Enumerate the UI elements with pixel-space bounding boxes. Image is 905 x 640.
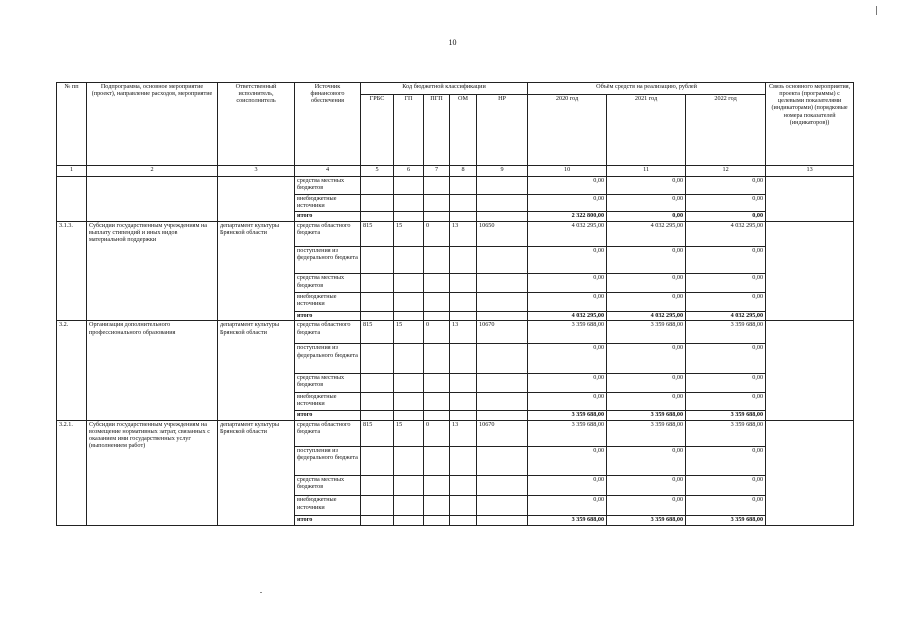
amount-2022: 0,00 bbox=[686, 447, 766, 475]
amount-2022: 0,00 bbox=[686, 496, 766, 516]
table-row bbox=[57, 321, 854, 344]
amount-2022: 3 359 688,00 bbox=[686, 321, 766, 344]
header-source: Источник финансового обеспечения bbox=[295, 83, 361, 166]
code-grbs: 815 bbox=[361, 221, 394, 246]
amount-2020: 0,00 bbox=[528, 496, 607, 516]
margin-mark bbox=[876, 6, 877, 15]
col-number: 3 bbox=[218, 166, 295, 177]
source-label: внебюджетные источники bbox=[295, 194, 361, 212]
source-label: внебюджетные источники bbox=[295, 496, 361, 516]
amount-2021: 0,00 bbox=[607, 293, 686, 312]
amount-2020: 0,00 bbox=[528, 274, 607, 293]
col-number: 11 bbox=[607, 166, 686, 177]
amount-2020: 0,00 bbox=[528, 177, 607, 195]
header-2022: 2022 год bbox=[686, 95, 766, 166]
item-number: 3.2.1. bbox=[57, 420, 87, 525]
amount-2021: 0,00 bbox=[607, 177, 686, 195]
header-executor: Ответственный исполнитель, соисполнитель bbox=[218, 83, 295, 166]
amount-2021: 3 359 688,00 bbox=[607, 420, 686, 446]
code-gp: 15 bbox=[394, 420, 424, 446]
amount-2021: 0,00 bbox=[607, 373, 686, 392]
amount-2021: 0,00 bbox=[607, 274, 686, 293]
code-np: 10670 bbox=[477, 420, 528, 446]
table-row bbox=[57, 221, 854, 246]
total-2022: 4 032 295,00 bbox=[686, 311, 766, 321]
source-label: средства местных бюджетов bbox=[295, 274, 361, 293]
source-label: средства местных бюджетов bbox=[295, 177, 361, 195]
col-number: 13 bbox=[766, 166, 854, 177]
amount-2021: 0,00 bbox=[607, 344, 686, 374]
code-grbs: 815 bbox=[361, 420, 394, 446]
amount-2022: 3 359 688,00 bbox=[686, 420, 766, 446]
header-row bbox=[57, 83, 854, 95]
amount-2022: 0,00 bbox=[686, 293, 766, 312]
amount-2021: 0,00 bbox=[607, 392, 686, 411]
amount-2022: 0,00 bbox=[686, 344, 766, 374]
header-np: НР bbox=[477, 95, 528, 166]
source-label: внебюджетные источники bbox=[295, 293, 361, 312]
source-label: средства областного бюджета bbox=[295, 420, 361, 446]
item-number: 3.1.3. bbox=[57, 221, 87, 321]
item-name: Организация дополнительного профессионального образования bbox=[87, 321, 218, 421]
header-num: № пп bbox=[57, 83, 87, 166]
total-2020: 3 359 688,00 bbox=[528, 411, 607, 421]
source-label: поступления из федерального бюджета bbox=[295, 247, 361, 274]
code-gp: 15 bbox=[394, 221, 424, 246]
amount-2021: 0,00 bbox=[607, 496, 686, 516]
source-label: средства областного бюджета bbox=[295, 321, 361, 344]
total-2022: 3 359 688,00 bbox=[686, 411, 766, 421]
total-2021: 0,00 bbox=[607, 212, 686, 222]
item-name: Субсидии государственным учреждениям на возмещение нормативных затрат, связанных с оказанием ими государственных услуг (выполнением работ) bbox=[87, 420, 218, 525]
total-2020: 2 322 800,00 bbox=[528, 212, 607, 222]
amount-2020: 0,00 bbox=[528, 293, 607, 312]
amount-2021: 0,00 bbox=[607, 447, 686, 475]
code-grbs: 815 bbox=[361, 321, 394, 344]
col-number: 9 bbox=[477, 166, 528, 177]
code-np: 10670 bbox=[477, 321, 528, 344]
col-number: 6 bbox=[394, 166, 424, 177]
header-volume: Объём средств на реализацию, рублей bbox=[528, 83, 766, 95]
column-number-row bbox=[57, 166, 854, 177]
table-row bbox=[57, 177, 854, 195]
source-label: средства местных бюджетов bbox=[295, 373, 361, 392]
total-2021: 3 359 688,00 bbox=[607, 411, 686, 421]
col-number: 1 bbox=[57, 166, 87, 177]
amount-2020: 0,00 bbox=[528, 475, 607, 496]
col-number: 10 bbox=[528, 166, 607, 177]
amount-2020: 0,00 bbox=[528, 344, 607, 374]
source-label: средства местных бюджетов bbox=[295, 475, 361, 496]
code-om: 13 bbox=[450, 420, 477, 446]
item-executor: департамент культуры Брянской области bbox=[218, 221, 295, 321]
total-label: итого bbox=[295, 516, 361, 526]
amount-2020: 0,00 bbox=[528, 447, 607, 475]
code-om: 13 bbox=[450, 221, 477, 246]
col-number: 4 bbox=[295, 166, 361, 177]
item-link bbox=[766, 221, 854, 321]
amount-2020: 3 359 688,00 bbox=[528, 420, 607, 446]
header-grbs: ГРБС bbox=[361, 95, 394, 166]
col-number: 7 bbox=[424, 166, 450, 177]
header-om: ОМ bbox=[450, 95, 477, 166]
total-2020: 3 359 688,00 bbox=[528, 516, 607, 526]
total-label: итого bbox=[295, 212, 361, 222]
code-np: 10650 bbox=[477, 221, 528, 246]
code-pgp: 0 bbox=[424, 420, 450, 446]
total-label: итого bbox=[295, 311, 361, 321]
col-number: 12 bbox=[686, 166, 766, 177]
total-2022: 0,00 bbox=[686, 212, 766, 222]
budget-table bbox=[56, 82, 854, 526]
code-pgp: 0 bbox=[424, 321, 450, 344]
amount-2020: 0,00 bbox=[528, 194, 607, 212]
scan-dot bbox=[260, 592, 262, 593]
amount-2020: 0,00 bbox=[528, 373, 607, 392]
item-executor: департамент культуры Брянской области bbox=[218, 321, 295, 421]
total-2021: 3 359 688,00 bbox=[607, 516, 686, 526]
cell-executor-empty bbox=[218, 177, 295, 222]
source-label: средства областного бюджета bbox=[295, 221, 361, 246]
amount-2021: 0,00 bbox=[607, 247, 686, 274]
cell-num-empty bbox=[57, 177, 87, 222]
amount-2021: 4 032 295,00 bbox=[607, 221, 686, 246]
total-2020: 4 032 295,00 bbox=[528, 311, 607, 321]
amount-2021: 0,00 bbox=[607, 194, 686, 212]
item-link bbox=[766, 420, 854, 525]
code-om: 13 bbox=[450, 321, 477, 344]
page-number: 10 bbox=[448, 38, 457, 47]
amount-2022: 0,00 bbox=[686, 194, 766, 212]
amount-2022: 0,00 bbox=[686, 392, 766, 411]
source-label: поступления из федерального бюджета bbox=[295, 447, 361, 475]
header-2021: 2021 год bbox=[607, 95, 686, 166]
col-number: 8 bbox=[450, 166, 477, 177]
item-name: Субсидии государственным учреждениям на выплату стипендий и иных видов материальной поддержки bbox=[87, 221, 218, 321]
amount-2022: 0,00 bbox=[686, 247, 766, 274]
table-row bbox=[57, 420, 854, 446]
item-number: 3.2. bbox=[57, 321, 87, 421]
item-executor: департамент культуры Брянской области bbox=[218, 420, 295, 525]
amount-2021: 0,00 bbox=[607, 475, 686, 496]
col-number: 5 bbox=[361, 166, 394, 177]
amount-2021: 3 359 688,00 bbox=[607, 321, 686, 344]
amount-2022: 0,00 bbox=[686, 373, 766, 392]
header-2020: 2020 год bbox=[528, 95, 607, 166]
source-label: внебюджетные источники bbox=[295, 392, 361, 411]
amount-2022: 0,00 bbox=[686, 475, 766, 496]
header-pgp: ПГП bbox=[424, 95, 450, 166]
cell-name-empty bbox=[87, 177, 218, 222]
code-pgp: 0 bbox=[424, 221, 450, 246]
amount-2022: 0,00 bbox=[686, 274, 766, 293]
amount-2020: 4 032 295,00 bbox=[528, 221, 607, 246]
code-gp: 15 bbox=[394, 321, 424, 344]
amount-2022: 0,00 bbox=[686, 177, 766, 195]
header-gp: ГП bbox=[394, 95, 424, 166]
header-program: Подпрограмма, основное мероприятие (проект), направление расходов, мероприятие bbox=[87, 83, 218, 166]
total-2021: 4 032 295,00 bbox=[607, 311, 686, 321]
item-link bbox=[766, 321, 854, 421]
header-budget-code: Код бюджетной классификации bbox=[361, 83, 528, 95]
amount-2020: 0,00 bbox=[528, 247, 607, 274]
amount-2020: 3 359 688,00 bbox=[528, 321, 607, 344]
total-label: итого bbox=[295, 411, 361, 421]
amount-2022: 4 032 295,00 bbox=[686, 221, 766, 246]
cell-link-empty bbox=[766, 177, 854, 222]
source-label: поступления из федерального бюджета bbox=[295, 344, 361, 374]
col-number: 2 bbox=[87, 166, 218, 177]
amount-2020: 0,00 bbox=[528, 392, 607, 411]
header-link: Связь основного мероприятия, проекта (программы) с целевыми показателями (индикаторами) (порядковые номера показателей (индикаторов)) bbox=[766, 83, 854, 166]
total-2022: 3 359 688,00 bbox=[686, 516, 766, 526]
